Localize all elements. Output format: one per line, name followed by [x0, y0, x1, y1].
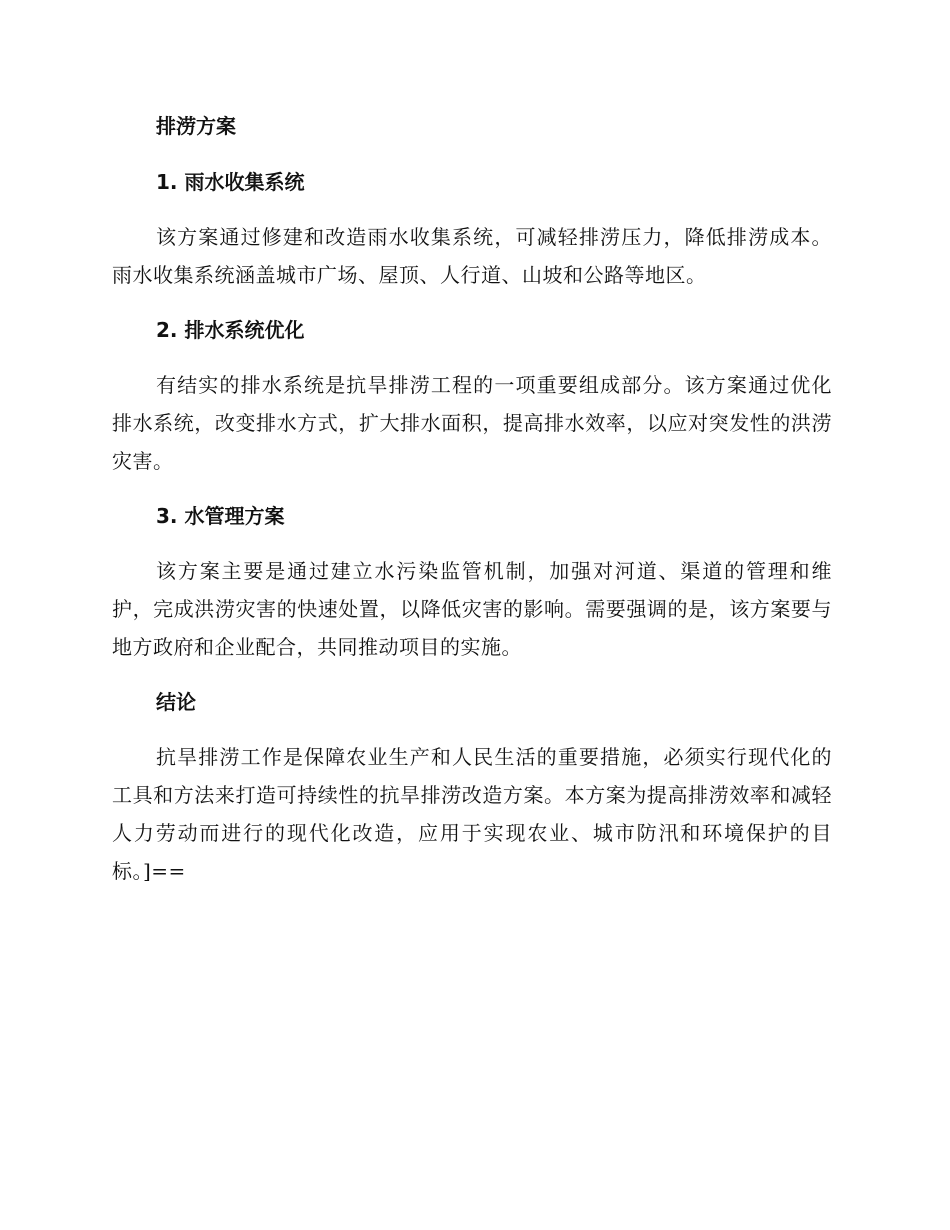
section-paragraph-water-management: 该方案主要是通过建立水污染监管机制，加强对河道、渠道的管理和维护，完成洪涝灾害的快速处置，以降低灾害的影响。需要强调的是，该方案要与地方政府和企业配合，共同推动项目的实施。: [112, 559, 832, 659]
section-heading-rainwater: 1. 雨水收集系统: [156, 170, 305, 194]
document-body: [112, 106, 832, 890]
document-title: 排涝方案: [156, 114, 236, 138]
section-paragraph-rainwater: 该方案通过修建和改造雨水收集系统，可减轻排涝压力，降低排涝成本。雨水收集系统涵盖城市广场、屋顶、人行道、山坡和公路等地区。: [112, 225, 832, 287]
conclusion-heading: 结论: [156, 690, 196, 714]
section-paragraph-drainage: 有结实的排水系统是抗旱排涝工程的一项重要组成部分。该方案通过优化排水系统，改变排水方式，扩大排水面积，提高排水效率，以应对突发性的洪涝灾害。: [112, 373, 832, 473]
section-heading-drainage: 2. 排水系统优化: [156, 318, 305, 342]
section-heading-water-management: 3. 水管理方案: [156, 504, 285, 528]
conclusion-paragraph: 抗旱排涝工作是保障农业生产和人民生活的重要措施，必须实行现代化的工具和方法来打造可持续性的抗旱排涝改造方案。本方案为提高排涝效率和减轻人力劳动而进行的现代化改造，应用于实现农业、城市防汛和环境保护的目标。]==: [112, 745, 832, 883]
